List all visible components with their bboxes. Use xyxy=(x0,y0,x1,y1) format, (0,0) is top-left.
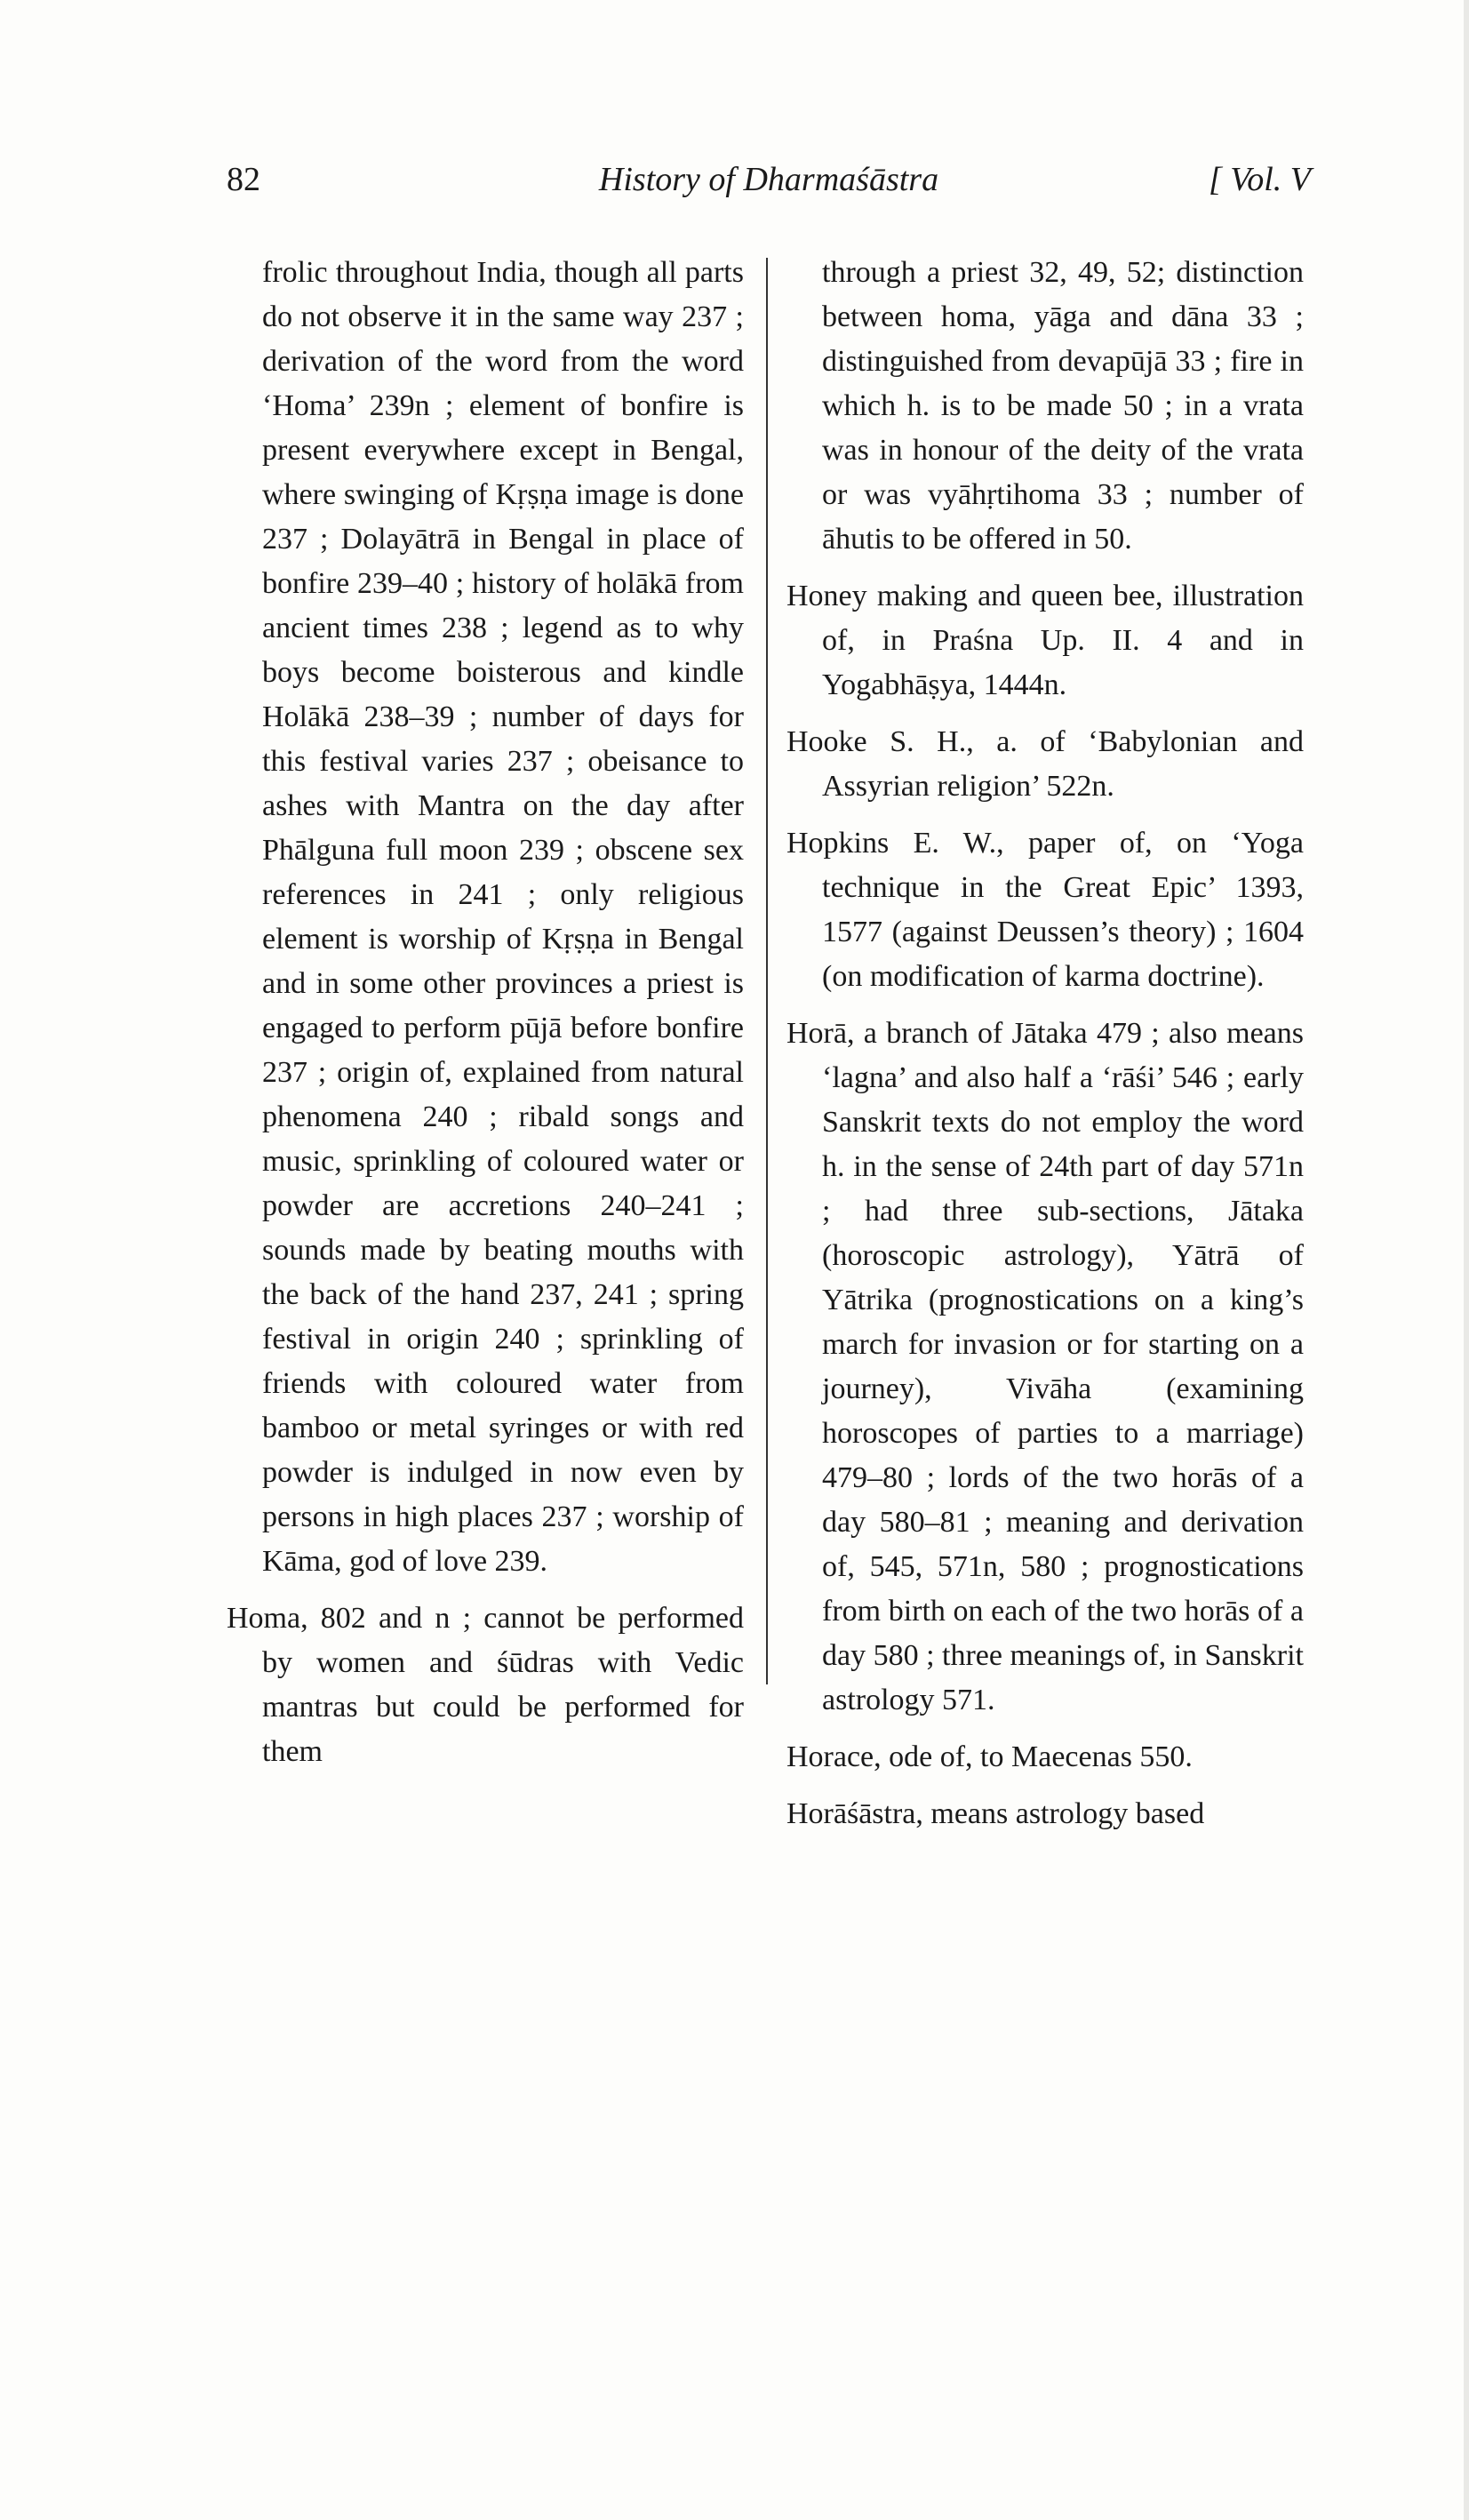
column-divider xyxy=(766,258,768,1684)
index-entry-horasastra: Horāśāstra, means astrology based xyxy=(786,1797,1205,1830)
homa-entry-continuation: through a priest 32, 49, 52; distinction between homa, yāga and dāna 33 ; distinguished from devapūjā 33 ; fire in which h. is to be made 50 ; in a vrata was in honour of the deity of the vrata or was vyāhṛtihoma 33 ; number of āhutis to be offered in 50. xyxy=(822,256,1304,556)
page-number: 82 xyxy=(227,161,260,198)
index-entry-hora: Horā, a branch of Jātaka 479 ; also means ‘lagna’ and also half a ‘rāśi’ 546 ; early Sanskrit texts do not employ the word h. in the sense of 24th part of day 571n ; had three sub-sections, Jātaka (horoscopic astrology), Yātrā of Yātrika (prognostications on a king’s march for invasion or for starting on a journey), Vivāha (examining horoscopes of parties to a marriage) 479–80 ; lords of the two horās of a day 580–81 ; meaning and derivation of, 545, 571n, 580 ; prognostications from birth on each of the two horās of a day 580 ; three meanings of, in Sanskrit astrology 571. xyxy=(786,1017,1305,1716)
index-entry-horace: Horace, ode of, to Maecenas 550. xyxy=(786,1740,1193,1773)
left-column xyxy=(227,251,744,1787)
page-edge xyxy=(1464,0,1469,2520)
index-entry-hopkins: Hopkins E. W., paper of, on ‘Yoga technique in the Great Epic’ 1393, 1577 (against Deussen’s theory) ; 1604 (on modification of karma doctrine). xyxy=(786,827,1304,993)
running-header xyxy=(227,160,1311,213)
volume-label: [ Vol. V xyxy=(1208,161,1311,198)
index-entry-homa: Homa, 802 and n ; cannot be performed by women and śūdras with Vedic mantras but could be performed for them xyxy=(227,1602,744,1768)
index-entry-honey: Honey making and queen bee, illustration of, in Praśna Up. II. 4 and in Yogabhāṣya, 1444n. xyxy=(786,580,1304,701)
book-title: History of Dharmaśāstra xyxy=(598,161,939,198)
index-entry-hooke: Hooke S. H., a. of ‘Babylonian and Assyrian religion’ 522n. xyxy=(786,725,1304,803)
holaka-entry-continuation: frolic throughout India, though all parts do not observe it in the same way 237 ; derivation of the word from the word ‘Homa’ 239n ; element of bonfire is present everywhere except in Bengal, where swinging of Kṛṣṇa image is done 237 ; Dolayātrā in Bengal in place of bonfire 239–40 ; history of holākā from ancient times 238 ; legend as to why boys become boisterous and kindle Holākā 238–39 ; number of days for this festival varies 237 ; obeisance to ashes with Mantra on the day after Phālguna full moon 239 ; obscene sex references in 241 ; only religious element is worship of Kṛṣṇa in Bengal and in some other provinces a priest is engaged to perform pūjā before bonfire 237 ; origin of, explained from natural phenomena 240 ; ribald songs and music, sprinkling of coloured water or powder are accretions 240–241 ; sounds made by beating mouths with the back of the hand 237, 241 ; spring festival in origin 240 ; sprinkling of friends with coloured water from bamboo or metal syringes or with red powder is indulged in now even by persons in high places 237 ; worship of Kāma, god of love 239. xyxy=(262,256,744,1578)
right-column xyxy=(786,251,1304,1849)
